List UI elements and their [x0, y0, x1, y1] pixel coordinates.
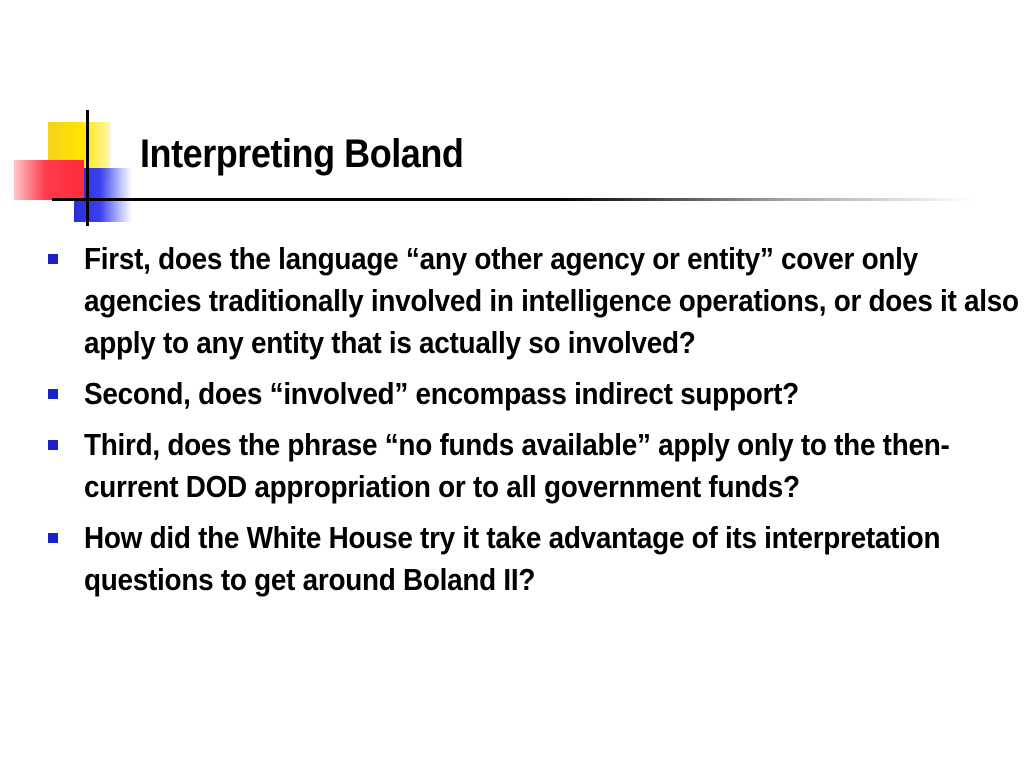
red-square — [14, 160, 84, 200]
square-bullet-icon — [48, 440, 58, 450]
bullet-text: First, does the language “any other agency or entity” cover only agencies traditionally involved in intelligence operations, or does it also apply to any entity that is actually so involved? — [84, 241, 1019, 360]
bullet-list — [44, 238, 1019, 610]
square-bullet-icon — [48, 389, 58, 399]
bullet-text: Second, does “involved” encompass indirect support? — [84, 376, 799, 411]
bullet-item — [44, 238, 1019, 364]
decorative-logo — [0, 0, 160, 240]
bullet-item — [44, 373, 1004, 415]
bullet-text: Third, does the phrase “no funds available” apply only to the then-current DOD appropriation or to all government funds? — [84, 427, 950, 504]
bullet-item — [44, 424, 1004, 508]
square-bullet-icon — [48, 533, 58, 543]
square-bullet-icon — [48, 254, 58, 264]
bullet-item — [44, 517, 1004, 601]
title-underline — [52, 198, 972, 201]
bullet-text: How did the White House try it take advantage of its interpretation questions to get around Boland II? — [84, 520, 941, 597]
slide-title: Interpreting Boland — [140, 132, 464, 176]
vertical-rule — [86, 110, 89, 226]
